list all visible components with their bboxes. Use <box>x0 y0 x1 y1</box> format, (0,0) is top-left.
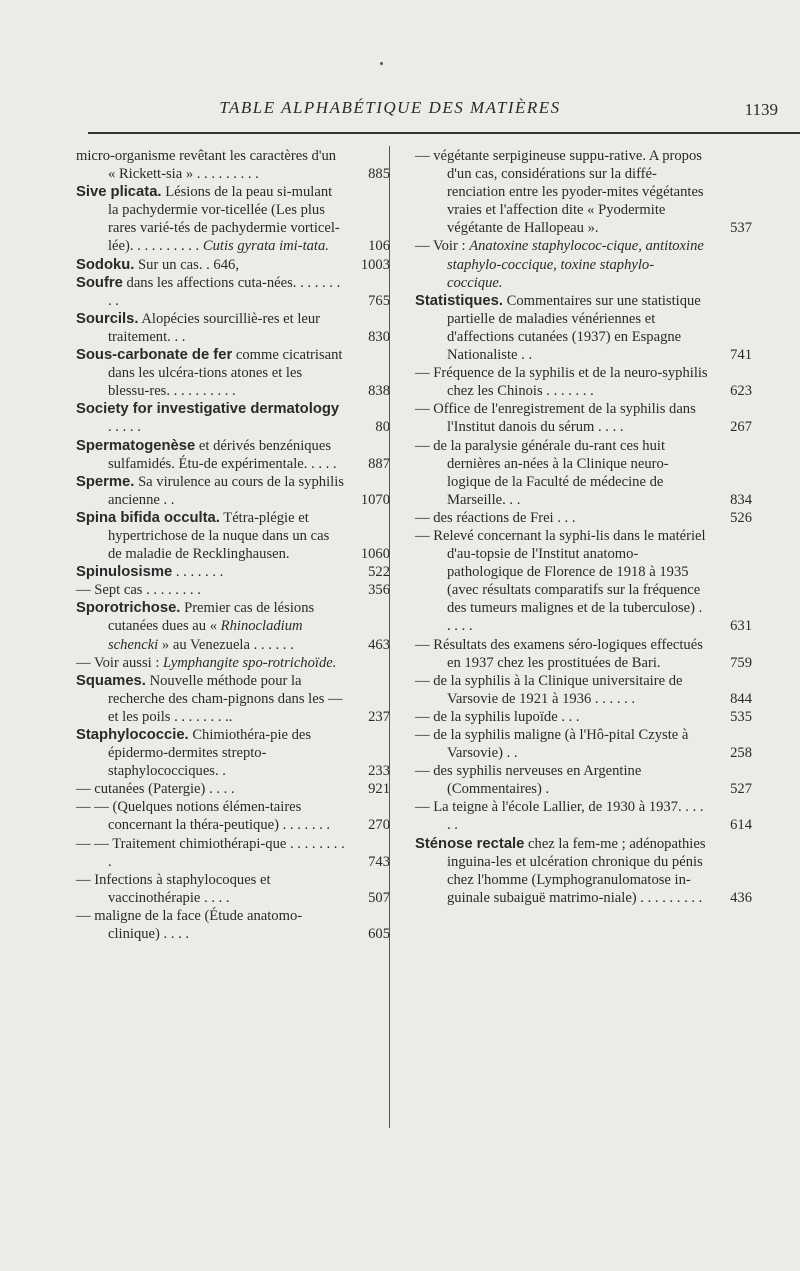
entry-text: — Infections à staphylocoques et vaccinothérapie . . . . <box>76 871 271 906</box>
entry-page-ref: 834 <box>730 491 752 508</box>
index-entry <box>76 726 390 780</box>
entry-page-ref: 106 <box>368 238 390 255</box>
index-entry <box>415 147 752 237</box>
entry-page-ref: 631 <box>730 618 752 635</box>
entry-text: » au Venezuela . . . . . . <box>161 636 294 653</box>
index-entry <box>76 599 390 653</box>
entry-text: — de la paralysie générale du-rant ces huit dernières an-nées à la Clinique neuro-logique de la Faculté de médecine de Marseille. . . <box>415 437 669 508</box>
entry-text: Premier cas de lésions cutanées dues au « <box>108 600 315 635</box>
entry-text: — de la syphilis à la Clinique universitaire de Varsovie de 1921 à 1936 . . . . . . <box>415 672 683 707</box>
entry-text: Lésions de la peau si-mulant la pachydermie vor-ticellée (Les plus rares varié-tés de pachydermie vorticel-lée). . . . . . . . . . <box>108 184 340 255</box>
entry-text: — végétante serpigineuse suppu-rative. A propos d'un cas, considérations sur la diffé-renciation entre les pyoder-mites végétantes vraies et l'affection dite « Pyodermite végétante de Hallopeau ». <box>415 148 704 237</box>
entry-text: Tétra-plégie et hypertrichose de la nuque dans un cas de maladie de Recklinghausen. <box>108 509 330 563</box>
entry-page-ref: 258 <box>730 745 752 762</box>
entry-page-ref: 1070 <box>360 491 390 508</box>
entry-text: Nouvelle méthode pour la recherche des cham-pignons dans les — et les poils . . . . . . . .. <box>108 672 343 725</box>
entry-page-ref: 270 <box>368 817 390 834</box>
index-entry <box>415 798 752 834</box>
entry-term: Sporotrichose. <box>76 600 181 617</box>
entry-term: Staphylococcie. <box>76 727 189 743</box>
entry-page-ref: 887 <box>368 455 390 472</box>
entry-text: — maligne de la face (Étude anatomo-clinique) . . . . <box>76 907 303 943</box>
entry-text: — Relevé concernant la syphi-lis dans le matériel d'au-topsie de l'Institut anatomo-pathologique de Florence de 1918 à 1935 (avec résultats comparatifs sur la fréquence des tumeurs malignes et de la tuberculose) . . . . . <box>415 527 706 635</box>
entry-text: — cutanées (Patergie) . . . . <box>76 781 235 798</box>
entry-italic-text: Rhinocladium schencki <box>108 618 303 653</box>
entry-text: — des réactions de Frei . . . <box>415 509 576 526</box>
index-entry <box>76 509 390 563</box>
entry-page-ref: 765 <box>368 292 390 309</box>
index-entry <box>76 310 390 346</box>
entry-text: — de la syphilis lupoïde . . . <box>415 708 580 725</box>
index-entry <box>76 835 390 871</box>
entry-page-ref: 614 <box>730 817 752 834</box>
entry-page-ref: 885 <box>368 166 390 183</box>
entry-page-ref: 526 <box>730 509 752 526</box>
index-entry <box>76 147 390 183</box>
index-entry <box>415 292 752 364</box>
index-entry <box>76 274 390 310</box>
entry-text: Sa virulence au cours de la syphilis ancienne . . <box>108 473 344 508</box>
entry-term: Spinulosisme <box>76 564 173 581</box>
entry-term: Spina bifida occulta. <box>76 509 220 526</box>
entry-term: Spermatogenèse <box>76 437 196 454</box>
entry-italic-text: Lymphangite spo-rotrichoïde. <box>163 654 337 671</box>
entry-text: dans les affections cuta-nées. . . . . . . . . <box>108 274 341 309</box>
entry-term: Sous-carbonate de fer <box>76 347 233 364</box>
entry-page-ref: 237 <box>368 708 390 725</box>
entry-text: — Voir : <box>415 238 466 255</box>
index-entry <box>415 708 752 726</box>
index-entry <box>76 907 390 943</box>
entry-page-ref: 741 <box>730 347 752 364</box>
entry-text: Alopécies sourcilliè-res et leur traitement. . . <box>108 310 321 345</box>
entry-text: micro-organisme revêtant les caractères d'un « Rickett-sia » . . . . . . . . . <box>76 148 337 183</box>
entry-page-ref: 921 <box>368 781 390 798</box>
entry-italic-text: Anatoxine staphylococ-cique, antitoxine staphylo-coccique, toxine staphylo-coccique. <box>447 238 704 291</box>
index-entry <box>415 672 752 708</box>
right-column <box>415 147 752 907</box>
entry-page-ref: 527 <box>730 781 752 798</box>
entry-page-ref: 535 <box>730 708 752 725</box>
entry-text: — de la syphilis maligne (à l'Hô-pital Czyste à Varsovie) . . <box>415 727 689 762</box>
index-entry <box>76 473 390 509</box>
index-entry <box>415 509 752 527</box>
entry-text: — — Traitement chimiothérapi-que . . . . . . . . . <box>76 835 345 870</box>
index-entry <box>76 871 390 907</box>
entry-term: Society for investigative dermatology <box>76 401 340 418</box>
index-entry <box>415 762 752 798</box>
index-entry <box>76 654 346 672</box>
entry-italic-text: Cutis gyrata imi-tata. <box>202 238 329 255</box>
entry-page-ref: 605 <box>368 926 390 943</box>
entry-term: Sodoku. <box>76 256 135 273</box>
index-entry <box>76 256 390 274</box>
print-mark <box>380 62 383 65</box>
entry-page-ref: 537 <box>730 220 752 237</box>
index-entry <box>76 672 390 726</box>
entry-text: — Voir aussi : <box>76 654 160 671</box>
index-entry <box>76 400 390 436</box>
entry-page-ref: 507 <box>368 889 390 906</box>
index-entry <box>76 780 390 798</box>
entry-page-ref: 838 <box>368 383 390 400</box>
entry-page-ref: 436 <box>730 889 752 906</box>
entry-text: — Fréquence de la syphilis et de la neuro-syphilis chez les Chinois . . . . . . . <box>415 365 708 400</box>
entry-text: — Résultats des examens séro-logiques effectués en 1937 chez les prostituées de Bari. <box>415 636 703 671</box>
entry-term: Soufre <box>76 274 123 291</box>
entry-page-ref: 743 <box>368 853 390 870</box>
entry-page-ref: 830 <box>368 328 390 345</box>
entry-term: Sive plicata. <box>76 184 162 201</box>
entry-page-ref: 233 <box>368 763 390 780</box>
index-entry <box>76 563 390 581</box>
index-entry <box>415 237 708 291</box>
index-entry <box>415 835 752 907</box>
entry-text: . . . . . <box>108 419 141 436</box>
entry-text: — des syphilis nerveuses en Argentine (Commentaires) . <box>415 763 642 798</box>
entry-text: chez la fem-me ; adénopathies inguina-les et ulcération chronique du pénis chez l'homme (Lymphogranulomatose in-guinale subaiguë matrimo-niale) . . . . . . . . . <box>447 835 706 906</box>
entry-page-ref: 759 <box>730 654 752 671</box>
entry-text: — Office de l'enregistrement de la syphilis dans l'Institut danois du sérum . . . . <box>415 401 696 436</box>
entry-text: comme cicatrisant dans les ulcéra-tions atones et les blessu-res. . . . . . . . . . <box>108 347 343 400</box>
entry-page-ref: 1060 <box>360 546 390 563</box>
left-column <box>76 147 390 943</box>
index-entry <box>76 581 390 599</box>
entry-term: Squames. <box>76 672 146 689</box>
entry-text: Chimiothéra-pie des épidermo-dermites strepto-staphylococciques. . <box>108 727 312 780</box>
index-entry <box>415 636 752 672</box>
index-entry <box>415 400 752 436</box>
index-entry <box>76 183 390 255</box>
entry-term: Sténose rectale <box>415 835 525 852</box>
entry-page-ref: 1003 <box>360 256 390 273</box>
header-rule <box>88 132 800 134</box>
entry-page-ref: 522 <box>368 564 390 581</box>
entry-text: — La teigne à l'école Lallier, de 1930 à 1937. . . . . . <box>415 799 704 834</box>
entry-term: Sperme. <box>76 473 135 490</box>
entry-page-ref: 80 <box>375 419 390 436</box>
entry-term: Statistiques. <box>415 292 503 309</box>
entry-page-ref: 267 <box>730 419 752 436</box>
index-entry <box>76 437 390 473</box>
entry-page-ref: 844 <box>730 690 752 707</box>
entry-page-ref: 463 <box>368 636 390 653</box>
page-number: 1139 <box>744 100 778 119</box>
entry-text: . . . . . . . <box>175 564 224 581</box>
entry-text: et dérivés benzéniques sulfamidés. Étu-de expérimentale. . . . . <box>108 437 337 472</box>
index-entry <box>415 364 752 400</box>
entry-term: Sourcils. <box>76 310 139 327</box>
entry-text: Commentaires sur une statistique partielle de maladies vénériennes et d'affections cutanées (1937) en Espagne Nationaliste . . <box>447 292 701 364</box>
entry-page-ref: 356 <box>368 582 390 599</box>
index-entry <box>415 437 752 509</box>
index-entry <box>415 527 752 636</box>
entry-text: — Sept cas . . . . . . . . <box>76 582 201 599</box>
index-entry <box>76 798 390 834</box>
entry-text: Sur un cas. . 646, <box>138 256 239 273</box>
entry-text: — — (Quelques notions élémen-taires concernant la théra-peutique) . . . . . . . <box>76 799 331 834</box>
running-header: TABLE ALPHABÉTIQUE DES MATIÈRES <box>219 98 561 117</box>
entry-page-ref: 623 <box>730 383 752 400</box>
index-entry <box>415 726 752 762</box>
index-entry <box>76 346 390 400</box>
